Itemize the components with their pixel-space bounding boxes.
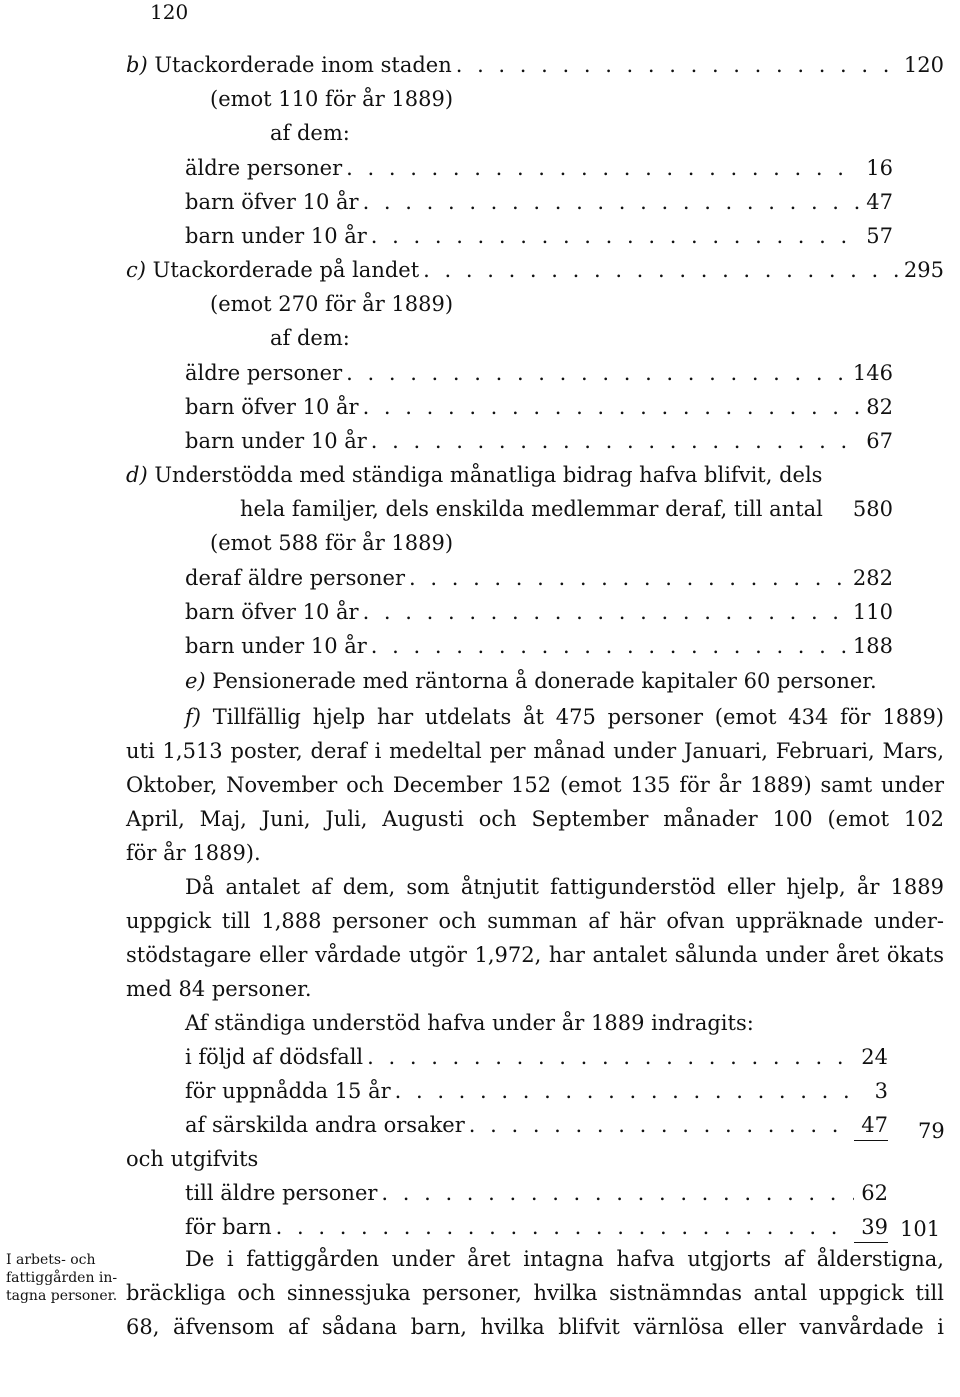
section-c-item (185, 392, 893, 422)
dot-leader (419, 255, 904, 285)
withdrawn-total: 79 (918, 1119, 945, 1143)
summary-line: stödstagare eller vårdade utgör 1,972, har antalet sålunda under året ökats (126, 943, 944, 967)
last-para-line: De i fattiggården under året intagna hafva utgjorts af ålderstigna, (185, 1247, 944, 1271)
section-b-label: Utackorderade inom staden (154, 53, 452, 77)
item-label: deraf äldre personer (185, 566, 406, 590)
item-label: för barn (185, 1215, 272, 1239)
item-value: 146 (852, 361, 893, 385)
item-value: 57 (866, 224, 893, 248)
section-d-line1 (126, 460, 822, 490)
item-label: barn under 10 år (185, 224, 367, 248)
section-c-heading (126, 255, 944, 285)
item-label: till äldre personer (185, 1181, 378, 1205)
section-b-item (185, 221, 893, 251)
section-d-note: (emot 588 för år 1889) (210, 531, 454, 555)
item-value: 16 (866, 156, 893, 180)
section-b-subheading: af dem: (270, 121, 350, 145)
granted-item (185, 1212, 888, 1243)
summary-line: med 84 personer. (126, 977, 312, 1001)
section-d-item (185, 631, 893, 661)
section-c-label: Utackorderade på landet (152, 258, 420, 282)
section-e (185, 666, 877, 696)
section-f-line: April, Maj, Juni, Juli, Augusti och September månader 100 (emot 102 (126, 807, 944, 831)
item-value: 39 (854, 1212, 888, 1243)
item-value: 110 (852, 600, 893, 624)
item-label: barn öfver 10 år (185, 600, 359, 624)
item-value: 62 (861, 1181, 888, 1205)
section-e-letter: e) (185, 669, 206, 693)
section-f-text: Tillfällig hjelp har utdelats åt 475 personer (emot 434 för 1889) (212, 705, 944, 729)
item-label: äldre personer (185, 361, 343, 385)
dot-leader (452, 50, 904, 80)
section-f-letter: f) (185, 705, 201, 729)
withdrawn-item (185, 1110, 888, 1141)
last-para-line: 68, äfvensom af sådana barn, hvilka blifvit värnlösa eller vanvårdade i (126, 1315, 944, 1339)
section-d-item (185, 563, 893, 593)
item-label: i följd af dödsfall (185, 1045, 364, 1069)
item-label: barn under 10 år (185, 429, 367, 453)
section-d-total: 580 (852, 497, 893, 521)
granted-total: 101 (900, 1217, 941, 1241)
section-d-line2 (240, 494, 893, 524)
section-e-text: Pensionerade med räntorna å donerade kapitaler 60 personer. (212, 669, 877, 693)
granted-item (185, 1178, 888, 1208)
section-d-text2: hela familjer, dels enskilda medlemmar deraf, till antal (240, 497, 823, 521)
item-label: af särskilda andra orsaker (185, 1113, 465, 1137)
item-value: 82 (866, 395, 893, 419)
section-c-item (185, 426, 893, 456)
summary-line: Då antalet af dem, som åtnjutit fattigunderstöd eller hjelp, år 1889 (185, 875, 944, 899)
item-value: 188 (852, 634, 893, 658)
section-f-line: Oktober, November och December 152 (emot 135 för år 1889) samt under (126, 773, 944, 797)
section-b-note: (emot 110 för år 1889) (210, 87, 454, 111)
item-label: barn öfver 10 år (185, 190, 359, 214)
item-value: 47 (854, 1110, 888, 1141)
item-label: för uppnådda 15 år (185, 1079, 391, 1103)
section-b-letter: b) (126, 53, 148, 77)
summary-line: uppgick till 1,888 personer och summan af här ofvan uppräknade under- (126, 909, 944, 933)
item-label: äldre personer (185, 156, 343, 180)
withdrawn-item (185, 1076, 888, 1106)
section-d-item (185, 597, 893, 627)
item-value: 24 (861, 1045, 888, 1069)
withdrawn-connector: och utgifvits (126, 1147, 259, 1171)
section-b-item (185, 153, 893, 183)
last-para-line: bräckliga och sinnessjuka personer, hvilka sistnämndas antal uppgick till (126, 1281, 944, 1305)
section-d-letter: d) (126, 463, 148, 487)
section-c-item (185, 358, 893, 388)
section-c-note: (emot 270 för år 1889) (210, 292, 454, 316)
section-f-line: uti 1,513 poster, deraf i medeltal per månad under Januari, Februari, Mars, (126, 739, 944, 763)
section-b-total: 120 (903, 53, 944, 77)
item-label: barn under 10 år (185, 634, 367, 658)
section-b-item (185, 187, 893, 217)
item-label: barn öfver 10 år (185, 395, 359, 419)
section-c-subheading: af dem: (270, 326, 350, 350)
section-d-text: Understödda med ständiga månatliga bidrag hafva blifvit, dels (154, 463, 823, 487)
margin-note-line: fattiggården in- (6, 1270, 118, 1286)
section-f-line: för år 1889). (126, 841, 261, 865)
item-value: 3 (874, 1079, 888, 1103)
section-c-total: 295 (903, 258, 944, 282)
margin-note-line: tagna personer. (6, 1288, 118, 1304)
item-value: 282 (852, 566, 893, 590)
section-b-heading (126, 50, 944, 80)
withdrawn-item (185, 1042, 888, 1072)
margin-note-line: I arbets- och (6, 1252, 96, 1268)
item-value: 47 (866, 190, 893, 214)
page-number: 120 (150, 0, 189, 24)
withdrawn-heading: Af ständiga understöd hafva under år 1889 indragits: (185, 1011, 754, 1035)
section-f-line (185, 702, 944, 732)
item-value: 67 (866, 429, 893, 453)
section-c-letter: c) (126, 258, 146, 282)
